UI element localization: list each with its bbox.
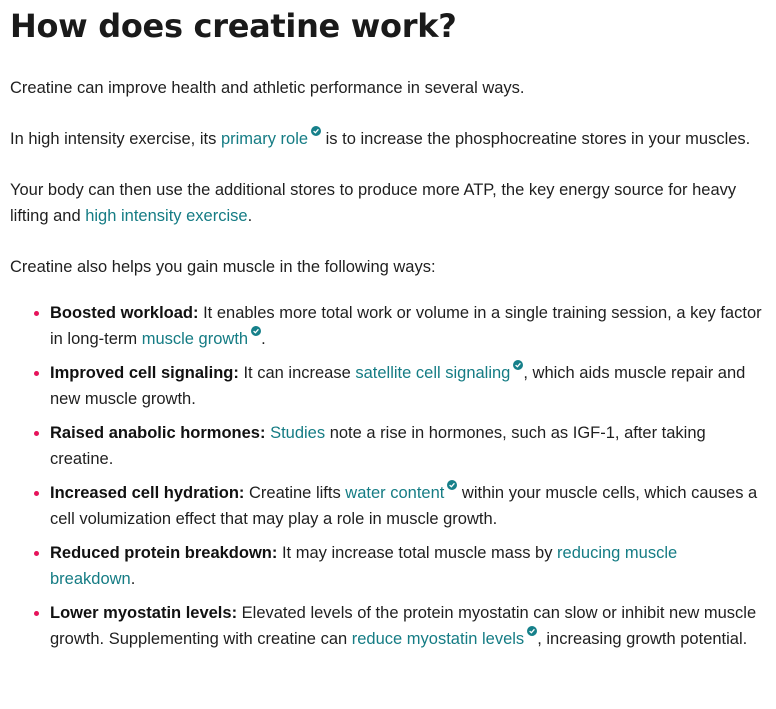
link-studies[interactable]: Studies (270, 424, 326, 442)
page-title: How does creatine work? (10, 7, 457, 45)
verified-check-icon (311, 126, 321, 136)
bullet-dot (34, 311, 39, 316)
verified-check-icon (527, 626, 537, 636)
bullet-dot (34, 551, 39, 556)
list-item-heading: Improved cell signaling: (50, 364, 239, 382)
benefits-list (10, 300, 766, 652)
link-reduce-myostatin-levels[interactable]: reduce myostatin levels (351, 630, 525, 648)
list-item-text: Elevated levels of the protein myostatin can slow or inhibit new muscle growth. Supplementing with creatine can (50, 604, 757, 648)
paragraph-text: Creatine also helps you gain muscle in the following ways: (10, 258, 436, 276)
list-item (50, 420, 766, 472)
article (0, 6, 776, 652)
bullet-dot (34, 491, 39, 496)
bullet-dot (34, 431, 39, 436)
list-item-text: It enables more total work or volume in a single training session, a key factor in long-term (50, 304, 762, 348)
list-item-heading: Reduced protein breakdown: (50, 544, 278, 562)
link-satellite-cell-signaling[interactable]: satellite cell signaling (355, 364, 511, 382)
paragraph-text: Your body can then use the additional stores to produce more ATP, the key energy source for heavy lifting and (10, 181, 737, 225)
verified-check-icon (513, 360, 523, 370)
list-item-heading: Lower myostatin levels: (50, 604, 238, 622)
link-primary-role[interactable]: primary role (220, 130, 309, 148)
list-item-text: Creatine lifts (244, 484, 346, 502)
list-item (50, 300, 766, 352)
paragraph-text: In high intensity exercise, its (10, 130, 221, 148)
link-reducing-muscle-breakdown[interactable]: reducing muscle breakdown (50, 544, 678, 588)
list-item-text: . (130, 570, 136, 588)
link-muscle-growth[interactable]: muscle growth (141, 330, 249, 348)
paragraph-text: . (247, 207, 253, 225)
verified-check-icon (447, 480, 457, 490)
paragraph-muscle-intro (10, 254, 766, 280)
paragraph-text: is to increase the phosphocreatine stores in your muscles. (321, 130, 751, 148)
paragraph-primary-role (10, 126, 766, 152)
list-item-heading: Boosted workload: (50, 304, 199, 322)
paragraph-atp (10, 177, 766, 229)
list-item-text: within your muscle cells, which causes a cell volumization effect that may play a role in muscle growth. (50, 484, 758, 528)
list-item-text: , increasing growth potential. (537, 630, 748, 648)
paragraph-text: Creatine can improve health and athletic performance in several ways. (10, 79, 525, 97)
verified-check-icon (251, 326, 261, 336)
list-item (50, 360, 766, 412)
list-item (50, 540, 766, 592)
link-high-intensity-exercise[interactable]: high intensity exercise (85, 207, 248, 225)
list-item-heading: Raised anabolic hormones: (50, 424, 266, 442)
bullet-dot (34, 371, 39, 376)
list-item-text: note a rise in hormones, such as IGF-1, after taking creatine. (50, 424, 706, 468)
list-item-heading: Increased cell hydration: (50, 484, 245, 502)
list-item (50, 600, 766, 652)
paragraph-intro (10, 75, 766, 101)
bullet-dot (34, 611, 39, 616)
link-water-content[interactable]: water content (345, 484, 445, 502)
list-item-text: . (261, 330, 266, 348)
list-item-text: It can increase (238, 364, 356, 382)
list-item-text: , which aids muscle repair and new muscle growth. (50, 364, 746, 408)
list-item (50, 480, 766, 532)
list-item-text: It may increase total muscle mass by (277, 544, 558, 562)
